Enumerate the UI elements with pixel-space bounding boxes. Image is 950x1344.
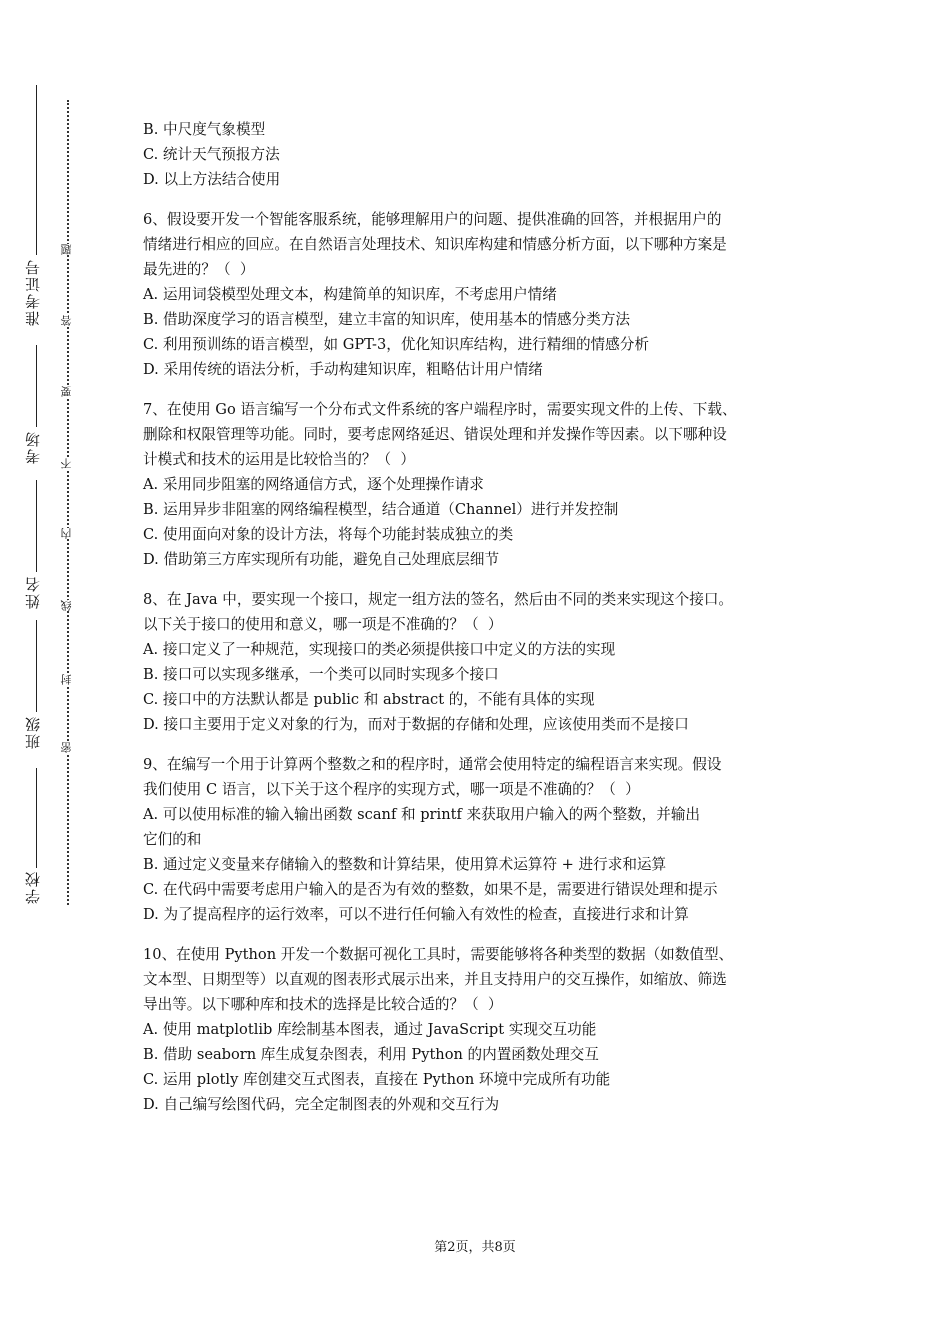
option-line: D. 借助第三方库实现所有功能，避免自己处理底层细节 — [143, 551, 500, 568]
option-line: B. 接口可以实现多继承，一个类可以同时实现多个接口 — [143, 666, 499, 683]
seal-char: 题 — [60, 244, 73, 255]
seal-char: 线 — [60, 600, 73, 611]
seal-char: 答 — [60, 315, 73, 326]
ticket-number-label: 准考证号 — [24, 258, 42, 326]
question-stem-line: 我们使用 C 语言，以下关于这个程序的实现方式，哪一项是不准确的？（ ） — [143, 781, 640, 798]
seal-char: 要 — [60, 386, 73, 397]
school-label: 学校 — [24, 870, 42, 904]
option-line: 它们的和 — [143, 831, 202, 848]
seal-char: 封 — [60, 674, 73, 685]
question-stem-line: 9、在编写一个用于计算两个整数之和的程序时，通常会使用特定的编程语言来实现。假设 — [143, 756, 722, 773]
binding-margin — [0, 0, 110, 1344]
exam-room-label: 考场 — [24, 430, 42, 464]
option-line: B. 运用异步非阻塞的网络编程模型，结合通道（Channel）进行并发控制 — [143, 501, 619, 518]
question-stem-line: 6、假设要开发一个智能客服系统，能够理解用户的问题、提供准确的回答，并根据用户的 — [143, 211, 722, 228]
school-blank-line — [36, 768, 37, 868]
option-line: A. 接口定义了一种规范，实现接口的类必须提供接口中定义的方法的实现 — [143, 641, 616, 658]
seal-char: 不 — [60, 458, 73, 469]
question-6 — [143, 207, 823, 382]
ticket-number-blank-line — [36, 85, 37, 255]
exam-content — [143, 117, 823, 1132]
option-line: A. 采用同步阻塞的网络通信方式，逐个处理操作请求 — [143, 476, 484, 493]
seal-char: 密 — [60, 742, 73, 753]
option-line: C. 运用 plotly 库创建交互式图表，直接在 Python 环境中完成所有功能 — [143, 1071, 611, 1088]
option-line: B. 通过定义变量来存储输入的整数和计算结果，使用算术运算符 + 进行求和运算 — [143, 856, 667, 873]
question-stem-line: 8、在 Java 中，要实现一个接口，规定一组方法的签名，然后由不同的类来实现这个接口。 — [143, 591, 734, 608]
page-number: 第2页，共8页 — [434, 1240, 516, 1255]
question-stem-line: 10、在使用 Python 开发一个数据可视化工具时，需要能够将各种类型的数据（如数值型、 — [143, 946, 734, 963]
option-line: D. 自己编写绘图代码，完全定制图表的外观和交互行为 — [143, 1096, 500, 1113]
class-label: 班级 — [24, 715, 42, 749]
name-blank-line — [36, 480, 37, 572]
question-8 — [143, 587, 823, 737]
option-line: C. 使用面向对象的设计方法，将每个功能封装成独立的类 — [143, 526, 514, 543]
name-label: 姓名 — [24, 575, 42, 609]
option-line: C. 在代码中需要考虑用户输入的是否为有效的整数，如果不是，需要进行错误处理和提示 — [143, 881, 718, 898]
seal-dotted-line — [67, 100, 69, 905]
question-stem-line: 情绪进行相应的回应。在自然语言处理技术、知识库构建和情感分析方面，以下哪种方案是 — [143, 236, 727, 253]
seal-char: 内 — [60, 528, 73, 539]
question-9 — [143, 752, 823, 927]
option-line: C. 利用预训练的语言模型，如 GPT-3，优化知识库结构，进行精细的情感分析 — [143, 336, 649, 353]
question-stem-line: 以下关于接口的使用和意义，哪一项是不准确的？（ ） — [143, 616, 503, 633]
option-line: D. 为了提高程序的运行效率，可以不进行任何输入有效性的检查，直接进行求和计算 — [143, 906, 689, 923]
question-10 — [143, 942, 823, 1117]
question-stem-line: 计模式和技术的运用是比较恰当的？（ ） — [143, 451, 415, 468]
question-stem-line: 导出等。以下哪种库和技术的选择是比较合适的？（ ） — [143, 996, 503, 1013]
exam-room-blank-line — [36, 345, 37, 427]
continued-options — [143, 117, 823, 192]
question-7 — [143, 397, 823, 572]
question-stem-line: 7、在使用 Go 语言编写一个分布式文件系统的客户端程序时，需要实现文件的上传、下载、 — [143, 401, 737, 418]
option-line: C. 接口中的方法默认都是 public 和 abstract 的，不能有具体的实现 — [143, 691, 595, 708]
option-line: A. 可以使用标准的输入输出函数 scanf 和 printf 来获取用户输入的两个整数，并输出 — [143, 806, 701, 823]
question-stem-line: 最先进的？（ ） — [143, 261, 255, 278]
question-stem-line: 删除和权限管理等功能。同时，要考虑网络延迟、错误处理和并发操作等因素。以下哪种设 — [143, 426, 727, 443]
option-line: B. 借助 seaborn 库生成复杂图表，利用 Python 的内置函数处理交互 — [143, 1046, 599, 1063]
option-line: D. 以上方法结合使用 — [143, 171, 281, 188]
question-stem-line: 文本型、日期型等）以直观的图表形式展示出来，并且支持用户的交互操作，如缩放、筛选 — [143, 971, 727, 988]
option-line: D. 接口主要用于定义对象的行为，而对于数据的存储和处理，应该使用类而不是接口 — [143, 716, 689, 733]
option-line: C. 统计天气预报方法 — [143, 146, 280, 163]
option-line: B. 中尺度气象模型 — [143, 121, 266, 138]
option-line: B. 借助深度学习的语言模型，建立丰富的知识库，使用基本的情感分类方法 — [143, 311, 631, 328]
option-line: D. 采用传统的语法分析，手动构建知识库，粗略估计用户情绪 — [143, 361, 543, 378]
option-line: A. 使用 matplotlib 库绘制基本图表，通过 JavaScript 实现交互功能 — [143, 1021, 597, 1038]
class-blank-line — [36, 620, 37, 712]
option-line: A. 运用词袋模型处理文本，构建简单的知识库，不考虑用户情绪 — [143, 286, 557, 303]
